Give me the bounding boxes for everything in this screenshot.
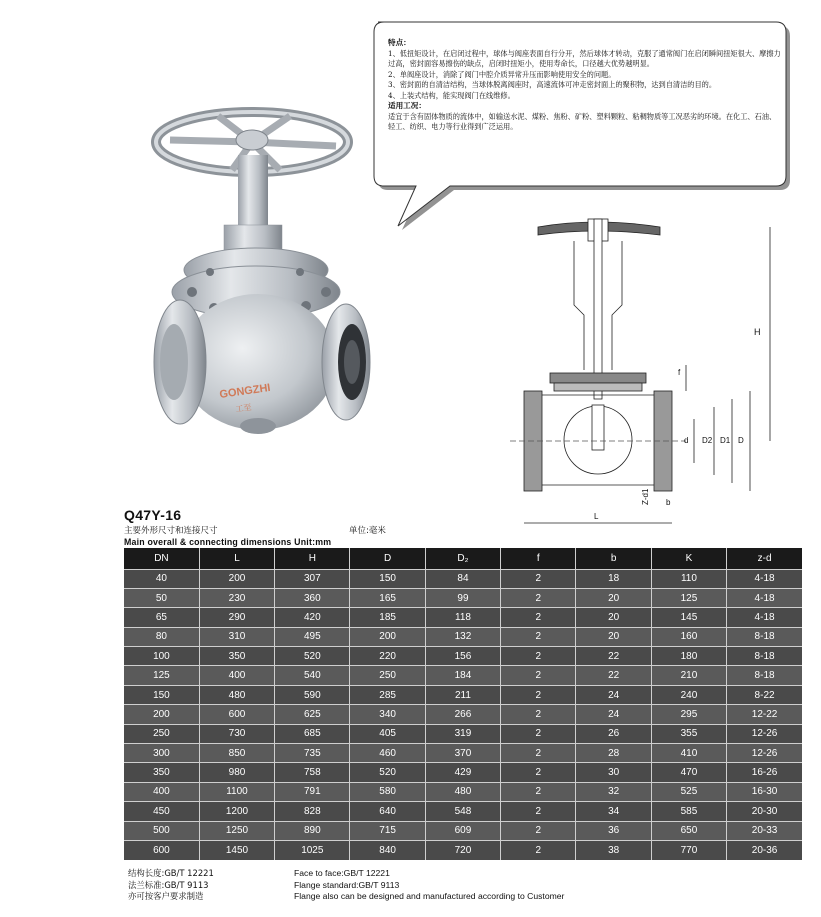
- table-cell: 210: [651, 666, 726, 685]
- table-cell: 495: [275, 627, 350, 646]
- table-cell: 8-18: [727, 647, 802, 666]
- table-cell: 12-26: [727, 724, 802, 743]
- table-cell: 240: [651, 685, 726, 704]
- table-row: [124, 608, 802, 627]
- table-cell: 828: [275, 802, 350, 821]
- table-cell: 730: [199, 724, 274, 743]
- table-cell: 370: [425, 744, 500, 763]
- feature-item: 1、低扭矩设计，在启闭过程中，球体与阀座表面自行分开，然后球体才转动，克服了通常阀门在启闭瞬间扭矩很大、摩擦力过高，密封面容易擦伤的缺点，启闭时扭矩小，使用寿命长，口径越大优势越明显。: [388, 48, 781, 68]
- table-cell: 8-22: [727, 685, 802, 704]
- table-cell: 65: [124, 608, 199, 627]
- column-header-dn: DN: [124, 548, 199, 569]
- table-row: [124, 840, 802, 859]
- table-cell: 28: [576, 744, 651, 763]
- table-cell: 84: [425, 569, 500, 588]
- table-cell: 2: [501, 588, 576, 607]
- table-cell: 600: [199, 705, 274, 724]
- table-cell: 285: [350, 685, 425, 704]
- table-body: [124, 569, 802, 860]
- table-cell: 30: [576, 763, 651, 782]
- table-cell: 125: [124, 666, 199, 685]
- table-cell: 4-18: [727, 608, 802, 627]
- table-cell: 38: [576, 840, 651, 859]
- table-cell: 350: [199, 647, 274, 666]
- table-cell: 26: [576, 724, 651, 743]
- table-cell: 150: [350, 569, 425, 588]
- table-cell: 230: [199, 588, 274, 607]
- table-cell: 590: [275, 685, 350, 704]
- table-cell: 720: [425, 840, 500, 859]
- table-cell: 34: [576, 802, 651, 821]
- table-cell: 500: [124, 821, 199, 840]
- table-cell: 145: [651, 608, 726, 627]
- table-cell: 12-26: [727, 744, 802, 763]
- table-cell: 184: [425, 666, 500, 685]
- table-cell: 2: [501, 608, 576, 627]
- table-cell: 2: [501, 763, 576, 782]
- model-number: Q47Y-16: [124, 507, 182, 523]
- table-cell: 22: [576, 647, 651, 666]
- table-cell: 8-18: [727, 627, 802, 646]
- table-cell: 4-18: [727, 588, 802, 607]
- table-cell: 520: [275, 647, 350, 666]
- table-cell: 540: [275, 666, 350, 685]
- conditions-heading: 适用工况：: [388, 101, 426, 110]
- table-cell: 2: [501, 724, 576, 743]
- table-cell: 758: [275, 763, 350, 782]
- table-cell: 735: [275, 744, 350, 763]
- table-cell: 99: [425, 588, 500, 607]
- table-row: [124, 744, 802, 763]
- table-cell: 890: [275, 821, 350, 840]
- table-cell: 400: [199, 666, 274, 685]
- table-cell: 160: [651, 627, 726, 646]
- conditions-text: 适宜于含有固体物质的流体中，如输送水泥、煤粉、焦粉、矿粉、塑料颗粒、粘稠物质等工况恶劣的环境。在化工、石油、轻工、纺织、电力等行业得到广泛运用。: [388, 111, 777, 131]
- table-cell: 429: [425, 763, 500, 782]
- standard-line: Flange also can be designed and manufactured according to Customer: [294, 891, 565, 901]
- table-row: [124, 821, 802, 840]
- dim-label-D1: D1: [720, 436, 731, 445]
- table-cell: 1100: [199, 782, 274, 801]
- table-cell: 609: [425, 821, 500, 840]
- table-cell: 307: [275, 569, 350, 588]
- table-cell: 310: [199, 627, 274, 646]
- table-cell: 100: [124, 647, 199, 666]
- table-cell: 715: [350, 821, 425, 840]
- table-cell: 266: [425, 705, 500, 724]
- table-cell: 20: [576, 627, 651, 646]
- dim-label-D: D: [738, 436, 744, 445]
- table-cell: 200: [350, 627, 425, 646]
- table-cell: 1025: [275, 840, 350, 859]
- table-cell: 405: [350, 724, 425, 743]
- table-cell: 250: [124, 724, 199, 743]
- table-cell: 770: [651, 840, 726, 859]
- table-row: [124, 705, 802, 724]
- standard-line: 法兰标准:GB/T 9113: [128, 879, 209, 890]
- table-cell: 165: [350, 588, 425, 607]
- table-cell: 520: [350, 763, 425, 782]
- table-cell: 8-18: [727, 666, 802, 685]
- table-row: [124, 569, 802, 588]
- table-cell: 200: [124, 705, 199, 724]
- table-cell: 355: [651, 724, 726, 743]
- standard-line: 亦可按客户要求制造: [128, 891, 204, 901]
- unit-cn: 单位:毫米: [349, 526, 386, 536]
- table-cell: 2: [501, 666, 576, 685]
- table-row: [124, 782, 802, 801]
- table-cell: 470: [651, 763, 726, 782]
- table-cell: 2: [501, 627, 576, 646]
- dim-label-L: L: [594, 512, 599, 521]
- subtitle-en: Main overall & connecting dimensions Unit:mm: [124, 537, 332, 547]
- table-cell: 150: [124, 685, 199, 704]
- table-row: [124, 588, 802, 607]
- table-header-row: [124, 548, 802, 569]
- table-cell: 340: [350, 705, 425, 724]
- dim-label-f: f: [678, 368, 681, 377]
- table-cell: 650: [651, 821, 726, 840]
- valve-photo: [140, 100, 380, 480]
- column-header-f: f: [501, 548, 576, 569]
- table-cell: 410: [651, 744, 726, 763]
- table-cell: 32: [576, 782, 651, 801]
- table-row: [124, 685, 802, 704]
- table-cell: 20-30: [727, 802, 802, 821]
- table-cell: 132: [425, 627, 500, 646]
- table-cell: 295: [651, 705, 726, 724]
- feature-item: 2、单阀座设计，消除了阀门中腔介质异常升压而影响使用安全的问题。: [388, 69, 616, 79]
- feature-item: 4、上装式结构，能实现阀门在线维修。: [388, 90, 515, 100]
- dimensions-table: [124, 548, 802, 860]
- table-cell: 2: [501, 705, 576, 724]
- table-cell: 360: [275, 588, 350, 607]
- column-header-zd: z-d: [727, 548, 802, 569]
- table-cell: 211: [425, 685, 500, 704]
- column-header-k: K: [651, 548, 726, 569]
- table-cell: 980: [199, 763, 274, 782]
- brand-mark: GONGZHI: [218, 381, 272, 401]
- cross-section-drawing: [510, 205, 800, 535]
- table-cell: 110: [651, 569, 726, 588]
- table-cell: 22: [576, 666, 651, 685]
- table-cell: 600: [124, 840, 199, 859]
- table-cell: 24: [576, 705, 651, 724]
- table-cell: 2: [501, 685, 576, 704]
- dim-label-H: H: [754, 327, 761, 337]
- table-cell: 450: [124, 802, 199, 821]
- standard-line: Face to face:GB/T 12221: [294, 868, 390, 878]
- standard-line: Flange standard:GB/T 9113: [294, 879, 400, 890]
- table-cell: 156: [425, 647, 500, 666]
- table-cell: 548: [425, 802, 500, 821]
- table-cell: 400: [124, 782, 199, 801]
- table-cell: 2: [501, 744, 576, 763]
- feature-item: 3、密封面的自清洁结构，当球体脱离阀座时，高速流体可冲走密封面上的聚积物，达到自清洁的目的。: [388, 80, 717, 89]
- table-cell: 118: [425, 608, 500, 627]
- table-cell: 640: [350, 802, 425, 821]
- table-row: [124, 647, 802, 666]
- table-cell: 460: [350, 744, 425, 763]
- dim-label-d: d: [684, 436, 689, 445]
- table-cell: 850: [199, 744, 274, 763]
- table-cell: 200: [199, 569, 274, 588]
- column-header-l: L: [199, 548, 274, 569]
- table-cell: 80: [124, 627, 199, 646]
- table-cell: 20-36: [727, 840, 802, 859]
- table-cell: 4-18: [727, 569, 802, 588]
- table-cell: 20: [576, 588, 651, 607]
- table-cell: 20-33: [727, 821, 802, 840]
- dim-label-D2: D2: [702, 436, 713, 445]
- table-cell: 585: [651, 802, 726, 821]
- table-cell: 180: [651, 647, 726, 666]
- table-cell: 625: [275, 705, 350, 724]
- table-row: [124, 802, 802, 821]
- table-cell: 2: [501, 840, 576, 859]
- table-cell: 185: [350, 608, 425, 627]
- table-cell: 2: [501, 569, 576, 588]
- table-cell: 1250: [199, 821, 274, 840]
- table-cell: 250: [350, 666, 425, 685]
- table-cell: 50: [124, 588, 199, 607]
- table-cell: 2: [501, 647, 576, 666]
- standards-en: [294, 868, 564, 903]
- table-cell: 480: [425, 782, 500, 801]
- table-cell: 18: [576, 569, 651, 588]
- column-header-d2: D₂: [425, 548, 500, 569]
- table-cell: 840: [350, 840, 425, 859]
- table-cell: 2: [501, 782, 576, 801]
- table-cell: 791: [275, 782, 350, 801]
- dim-label-b: b: [666, 498, 671, 507]
- table-cell: 16-26: [727, 763, 802, 782]
- table-cell: 685: [275, 724, 350, 743]
- table-cell: 420: [275, 608, 350, 627]
- table-cell: 220: [350, 647, 425, 666]
- subtitle-cn: 主要外形尺寸和连接尺寸: [124, 526, 218, 536]
- table-cell: 525: [651, 782, 726, 801]
- table-cell: 319: [425, 724, 500, 743]
- table-cell: 1450: [199, 840, 274, 859]
- column-header-d: D: [350, 548, 425, 569]
- standard-line: 结构长度:GB/T 12221: [128, 868, 214, 878]
- column-header-b: b: [576, 548, 651, 569]
- features-callout: [368, 18, 794, 230]
- dim-label-zd: Z-d1: [641, 488, 650, 505]
- table-cell: 24: [576, 685, 651, 704]
- table-cell: 480: [199, 685, 274, 704]
- table-cell: 1200: [199, 802, 274, 821]
- table-cell: 350: [124, 763, 199, 782]
- table-cell: 2: [501, 802, 576, 821]
- features-heading: 特点：: [388, 38, 411, 47]
- table-cell: 20: [576, 608, 651, 627]
- table-cell: 300: [124, 744, 199, 763]
- table-row: [124, 763, 802, 782]
- table-cell: 125: [651, 588, 726, 607]
- table-cell: 36: [576, 821, 651, 840]
- table-cell: 40: [124, 569, 199, 588]
- table-cell: 2: [501, 821, 576, 840]
- table-cell: 290: [199, 608, 274, 627]
- table-cell: 12-22: [727, 705, 802, 724]
- brand-mark-cn: 工至: [235, 402, 253, 414]
- table-row: [124, 627, 802, 646]
- table-cell: 16-30: [727, 782, 802, 801]
- table-row: [124, 666, 802, 685]
- table-row: [124, 724, 802, 743]
- table-cell: 580: [350, 782, 425, 801]
- column-header-h: H: [275, 548, 350, 569]
- standards-cn: [128, 868, 214, 903]
